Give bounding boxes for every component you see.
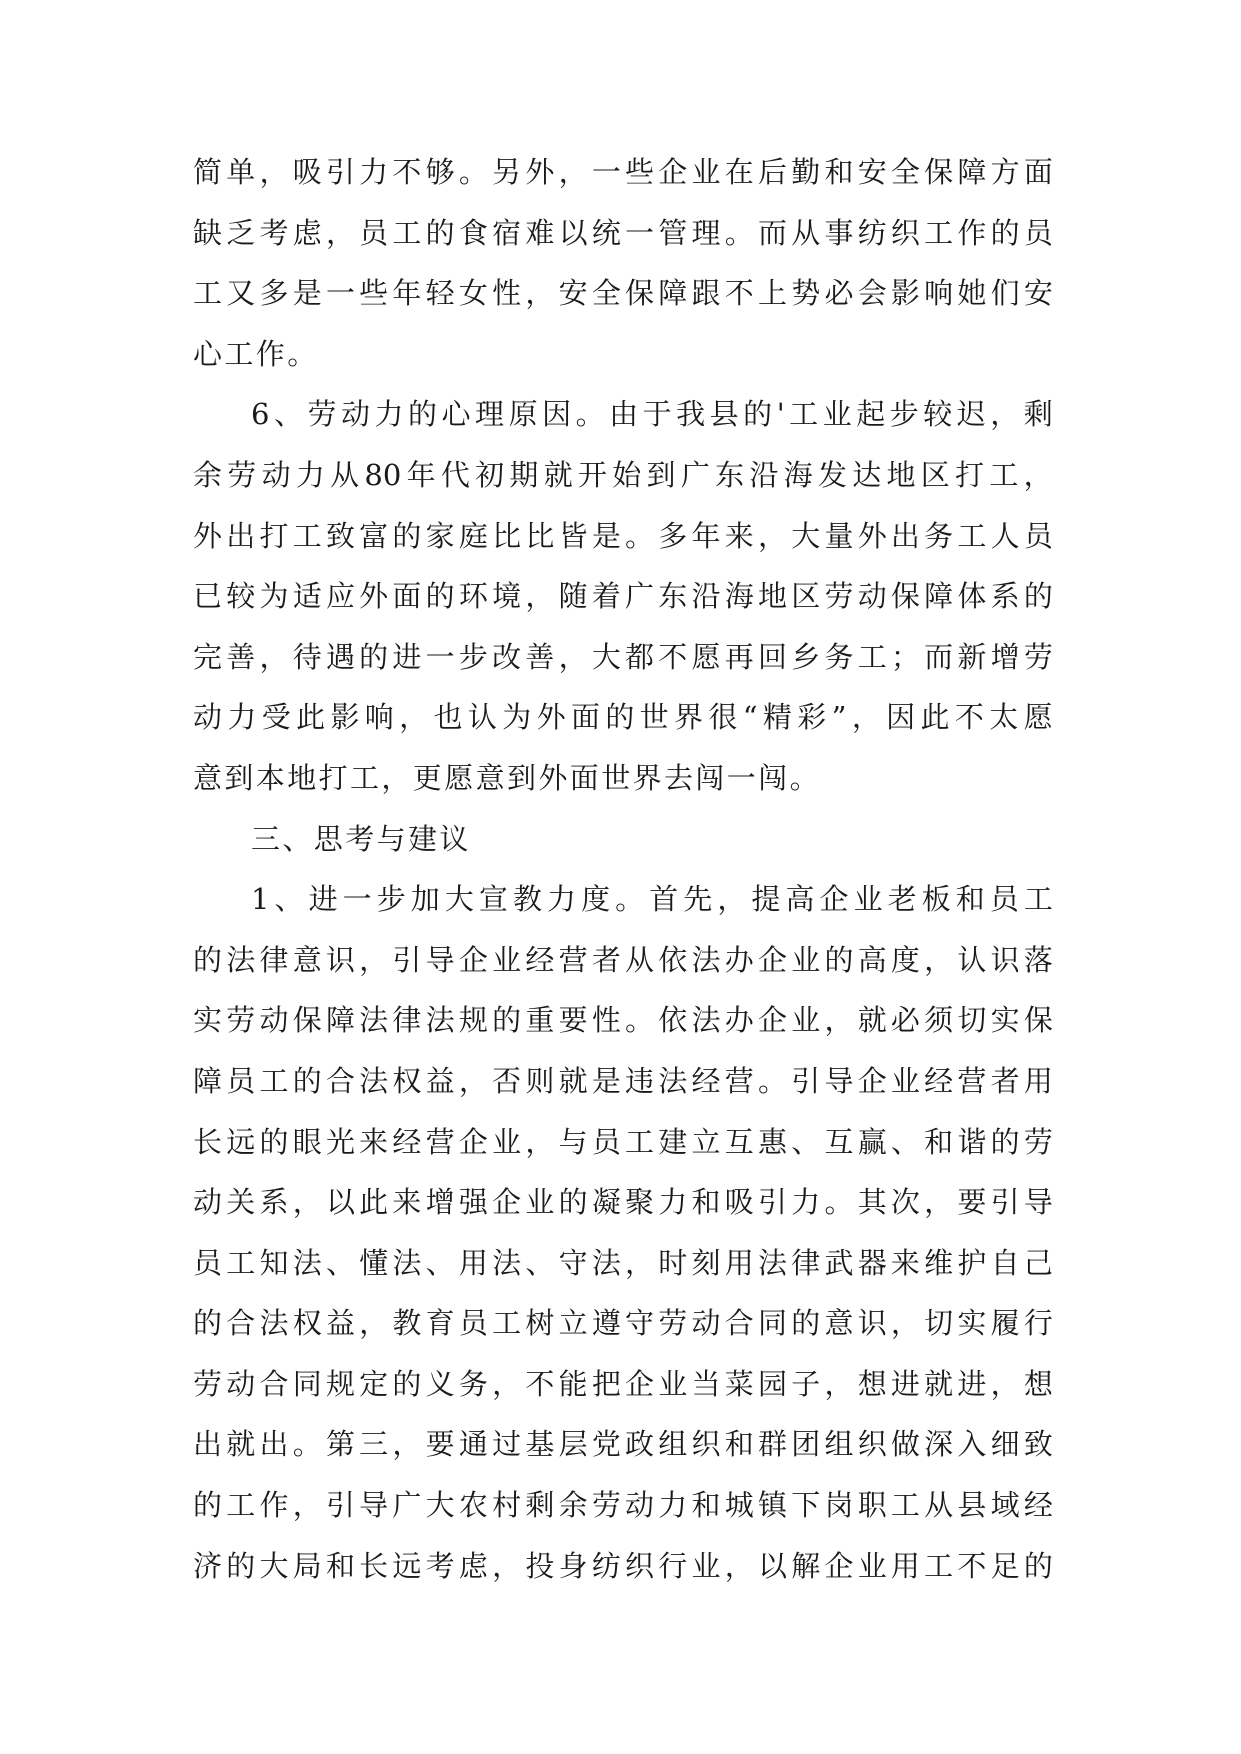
text-line: 1 、 进 一 步 加 大 宣 教 力 度 。 首 先 ， 提 高 企 业 老 板 和 员 工 bbox=[251, 882, 1053, 917]
text-line: 长 远 的 眼 光 来 经 营 企 业 ， 与 员 工 建 立 互 惠 、 互 赢 、 和 谐 的 劳 bbox=[193, 1124, 1053, 1159]
text-line: 的 工 作 ， 引 导 广 大 农 村 剩 余 劳 动 力 和 城 镇 下 岗 职 工 从 县 域 经 bbox=[193, 1488, 1053, 1523]
text-line: 动 力 受 此 影 响 ， 也 认 为 外 面 的 世 界 很 “ 精 彩 ” ， 因 此 不 太 愿 bbox=[193, 700, 1053, 735]
text-line: 工 又 多 是 一 些 年 轻 女 性 ， 安 全 保 障 跟 不 上 势 必 会 影 响 她 们 安 bbox=[193, 276, 1053, 311]
text-line: 障 员 工 的 合 法 权 益 ， 否 则 就 是 违 法 经 营 。 引 导 企 业 经 营 者 用 bbox=[193, 1063, 1053, 1098]
text-line: 外 出 打 工 致 富 的 家 庭 比 比 皆 是 。 多 年 来 ， 大 量 外 出 务 工 人 员 bbox=[193, 518, 1053, 553]
text-line: 员 工 知 法 、 懂 法 、 用 法 、 守 法 ， 时 刻 用 法 律 武 器 来 维 护 自 己 bbox=[193, 1245, 1053, 1280]
text-line: 的 合 法 权 益 ， 教 育 员 工 树 立 遵 守 劳 动 合 同 的 意 识 ， 切 实 履 行 bbox=[193, 1306, 1053, 1341]
text-line: 劳 动 合 同 规 定 的 义 务 ， 不 能 把 企 业 当 菜 园 子 ， 想 进 就 进 ， 想 bbox=[193, 1366, 1053, 1401]
text-line: 余 劳 动 力 从 80 年 代 初 期 就 开 始 到 广 东 沿 海 发 达 地 区 打 工 ， bbox=[193, 457, 1053, 492]
text-line: 动 关 系 ， 以 此 来 增 强 企 业 的 凝 聚 力 和 吸 引 力 。 其 次 ， 要 引 导 bbox=[193, 1185, 1053, 1220]
text-line: 简 单 ， 吸 引 力 不 够 。 另 外 ， 一 些 企 业 在 后 勤 和 安 全 保 障 方 面 bbox=[193, 155, 1053, 189]
text-line: 心工作。 bbox=[193, 336, 319, 371]
text-line: 已 较 为 适 应 外 面 的 环 境 ， 随 着 广 东 沿 海 地 区 劳 动 保 障 体 系 的 bbox=[193, 579, 1053, 614]
text-line: 完 善 ， 待 遇 的 进 一 步 改 善 ， 大 都 不 愿 再 回 乡 务 工 ； 而 新 增 劳 bbox=[193, 639, 1053, 674]
text-line: 6 、 劳 动 力 的 心 理 原 因 。 由 于 我 县 的 ' 工 业 起 步 较 迟 ， 剩 bbox=[251, 397, 1053, 432]
text-line: 实 劳 动 保 障 法 律 法 规 的 重 要 性 。 依 法 办 企 业 ， 就 必 须 切 实 保 bbox=[193, 1003, 1053, 1038]
text-line: 三、思考与建议 bbox=[251, 821, 471, 856]
text-line: 缺 乏 考 虑 ， 员 工 的 食 宿 难 以 统 一 管 理 。 而 从 事 纺 织 工 作 的 员 bbox=[193, 215, 1053, 250]
document-page bbox=[193, 142, 1053, 1596]
text-line: 出 就 出 。 第 三 ， 要 通 过 基 层 党 政 组 织 和 群 团 组 织 做 深 入 细 致 bbox=[193, 1427, 1053, 1462]
text-line: 济 的 大 局 和 长 远 考 虑 ， 投 身 纺 织 行 业 ， 以 解 企 业 用 工 不 足 的 bbox=[193, 1548, 1053, 1583]
text-line: 的 法 律 意 识 ， 引 导 企 业 经 营 者 从 依 法 办 企 业 的 高 度 ， 认 识 落 bbox=[193, 942, 1053, 977]
text-line: 意到本地打工，更愿意到外面世界去闯一闯。 bbox=[193, 760, 822, 795]
